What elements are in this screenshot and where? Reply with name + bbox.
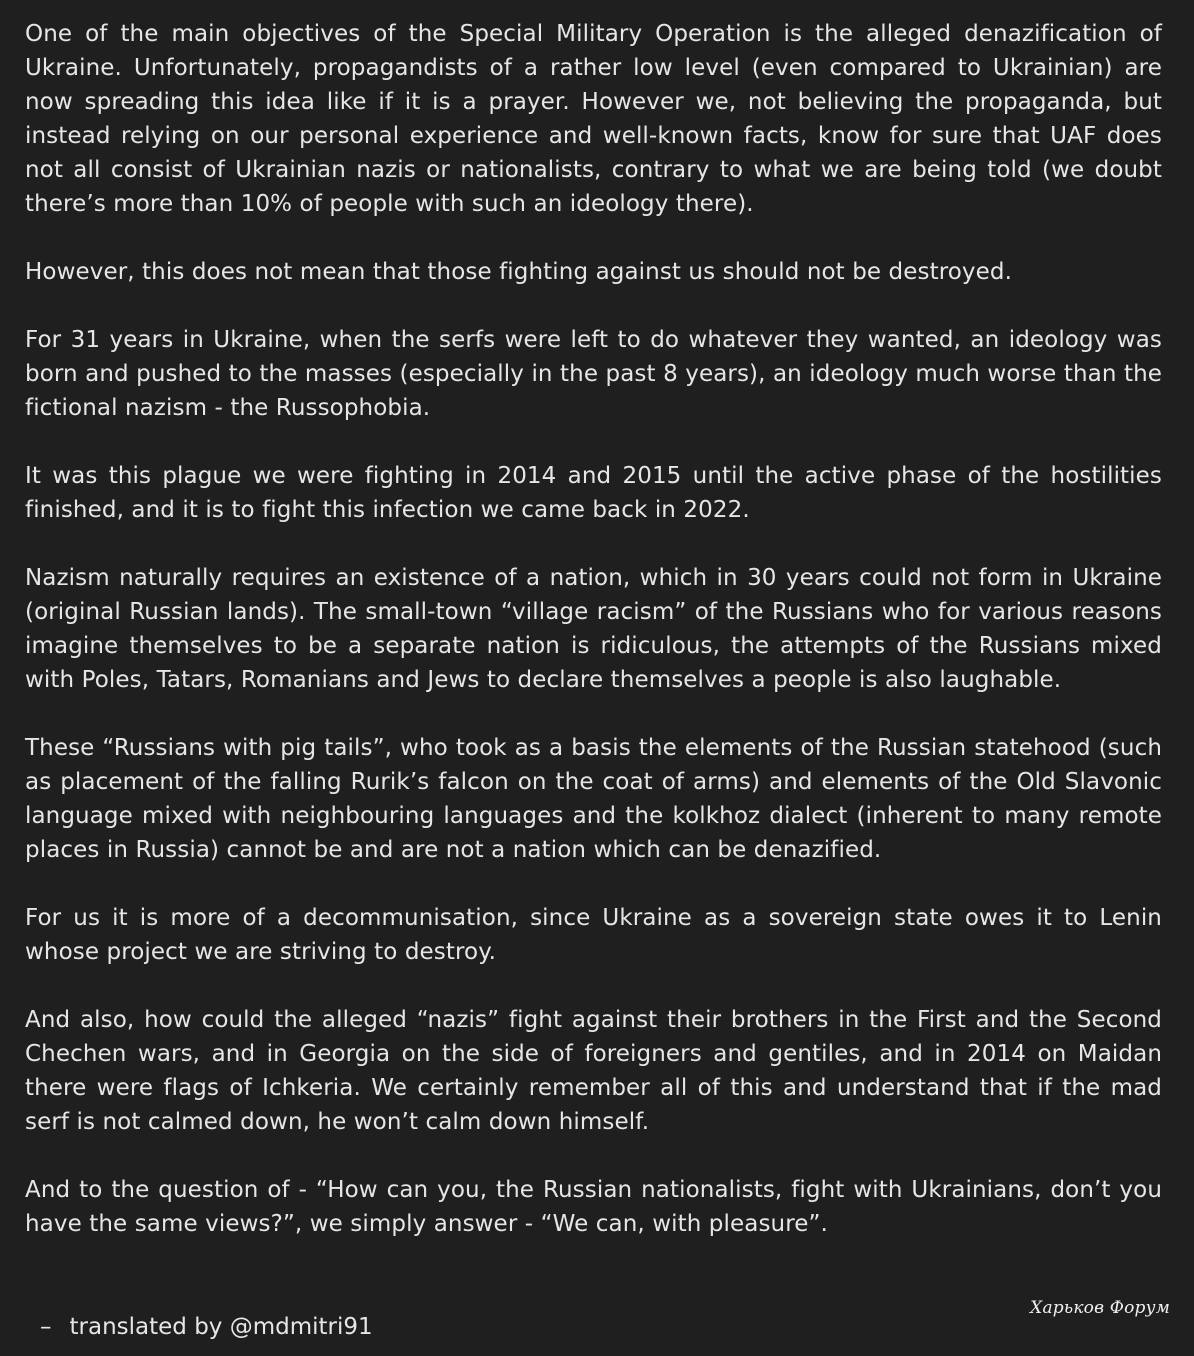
paragraph: However, this does not mean that those fighting against us should not be destroyed. xyxy=(25,259,1013,285)
translator-credit xyxy=(40,1310,373,1344)
paragraph: It was this plague we were fighting in 2014 and 2015 until the active phase of the hostilities finished, and it is to fight this infection we came back in 2022. xyxy=(25,463,1162,523)
paragraph: For 31 years in Ukraine, when the serfs were left to do whatever they wanted, an ideology was born and pushed to the masses (especially in the past 8 years), an ideology much worse than the fictional nazism - the Russophobia. xyxy=(25,327,1162,421)
paragraph: One of the main objectives of the Special Military Operation is the alleged denazification of Ukraine. Unfortunately, propagandists of a rather low level (even compared to Ukrainian) are now spreading this idea like if it is a prayer. However we, not believing the propaganda, but instead relying on our personal experience and well-known facts, know for sure that UAF does not all consist of Ukrainian nazis or nationalists, contrary to what we are being told (we doubt there’s more than 10% of people with such an ideology there). xyxy=(25,21,1162,217)
paragraph: For us it is more of a decommunisation, since Ukraine as a sovereign state owes it to Lenin whose project we are striving to destroy. xyxy=(25,905,1162,965)
credit-dash: – xyxy=(40,1314,52,1340)
document-body xyxy=(25,17,1162,1275)
paragraph: These “Russians with pig tails”, who took as a basis the elements of the Russian statehood (such as placement of the falling Rurik’s falcon on the coat of arms) and elements of the Old Slavonic language mixed with neighbouring languages and the kolkhoz dialect (inherent to many remote places in Russia) cannot be and are not a nation which can be denazified. xyxy=(25,735,1162,863)
credit-text: translated by @mdmitri91 xyxy=(69,1314,373,1340)
watermark-logo: Харьков Форум xyxy=(1030,1298,1170,1318)
paragraph: Nazism naturally requires an existence of a nation, which in 30 years could not form in Ukraine (original Russian lands). The small-town “village racism” of the Russians who for various reasons imagine themselves to be a separate nation is ridiculous, the attempts of the Russians mixed with Poles, Tatars, Romanians and Jews to declare themselves a people is also laughable. xyxy=(25,565,1162,693)
paragraph: And to the question of - “How can you, the Russian nationalists, fight with Ukrainians, don’t you have the same views?”, we simply answer - “We can, with pleasure”. xyxy=(25,1177,1162,1237)
paragraph: And also, how could the alleged “nazis” fight against their brothers in the First and the Second Chechen wars, and in Georgia on the side of foreigners and gentiles, and in 2014 on Maidan there were flags of Ichkeria. We certainly remember all of this and understand that if the mad serf is not calmed down, he won’t calm down himself. xyxy=(25,1007,1162,1135)
